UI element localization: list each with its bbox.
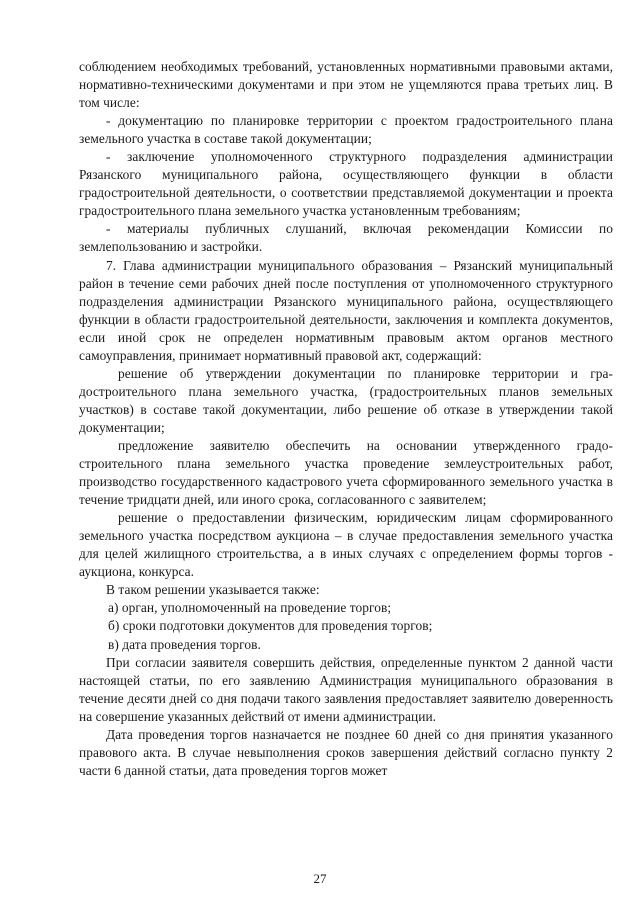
document-body: [79, 58, 613, 780]
paragraph-continuation: соблюдением необходимых требований, установленных нормативными правовыми актами, нормативно-техническими документами и при этом не ущемляются права третьих лиц. В том числе:: [79, 59, 613, 111]
paragraph-applicant-proposal: предложение заявителю обеспечить на основании утвержденного градостроительного плана земельного участка проведение землеустроительных работ, производство государственного кадастрового учета сформированного земельного участка в течение тридцати дней, или иного срока, согласованного с заявителем;: [79, 437, 613, 508]
paragraph-conclusion: - заключение уполномоченного структурного подразделения администрации Рязанского муниципального района, осуществляющего функции в области градостроительной деятельности, о соответствии представляемой документации и проекта градостроительного плана земельного участка установленным требованиям;: [79, 149, 613, 219]
paragraph-auction-date: Дата проведения торгов назначается не позднее 60 дней со дня принятия указанного правового акта. В случае невыполнения сроков завершения действий согласно пункту 2 части 6 данной статьи, дата проведения торгов может: [79, 726, 613, 778]
list-item-c: в) дата проведения торгов.: [108, 636, 261, 652]
paragraph-applicant-consent: При согласии заявителя совершить действия, определенные пунктом 2 данной части настоящей статьи, по его заявлению Администрация муниципального образования в течение десяти дней со дня подачи такого заявления предоставляет заявителю доверенность на совершение указанных действий от имени администрации.: [79, 654, 613, 724]
page-number: 27: [313, 871, 327, 886]
list-item-b: б) сроки подготовки документов для проведения торгов;: [108, 618, 433, 634]
paragraph-planning-documentation: - документацию по планировке территории с проектом градостроительного плана земельного участка в составе такой документации;: [79, 113, 613, 147]
paragraph-auction-decision: решение о предоставлении физическим, юридическим лицам сформированного земельного участка посредством аукциона – в случае предоставления земельного участка для целей жилищного строительства, а в иных случаях с определением формы торгов - аукциона, конкурса.: [79, 510, 613, 580]
paragraph-public-hearings: - материалы публичных слушаний, включая рекомендации Комиссии по землепользованию и застройки.: [79, 221, 613, 255]
paragraph-approval-decision: решение об утверждении документации по планировке территории и градостроительного плана земельного участка, (градостроительных планов земельных участков) в составе такой документации, либо решение об отказе в утверждении такой документации;: [79, 365, 613, 435]
paragraph-also-specified: В таком решении указывается также:: [106, 582, 320, 598]
paragraph-item-7: 7. Глава администрации муниципального образования – Рязанский муниципальный район в течение семи рабочих дней после поступления от уполномоченного структурного подразделения администрации Рязанского муниципального района, осуществляющего функции в области градостроительной деятельности, заключения и комплекта документов, если иной срок не определен нормативным правовым актом органов местного самоуправления, принимает нормативный правовой акт, содержащий:: [79, 257, 613, 363]
list-item-a: а) орган, уполномоченный на проведение торгов;: [108, 600, 392, 616]
